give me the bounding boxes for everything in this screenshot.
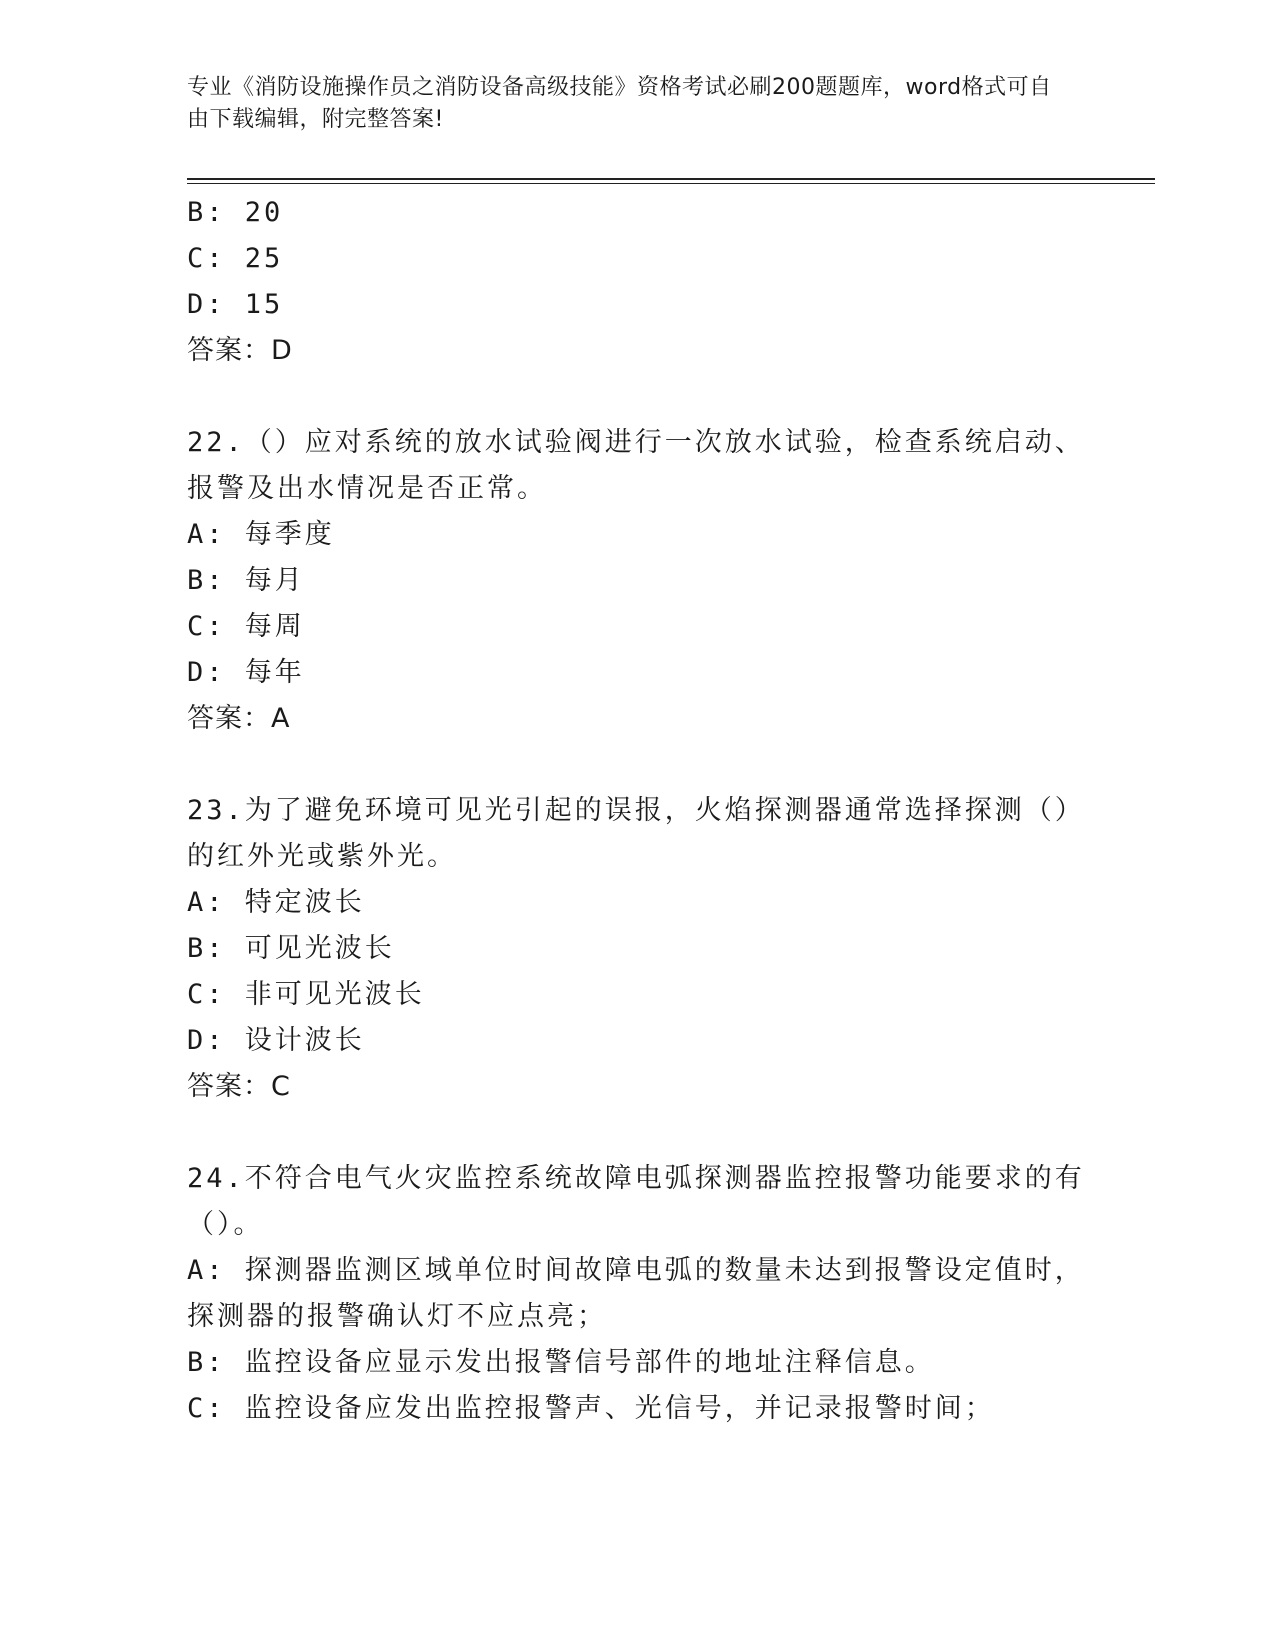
answer-line: 答案：D <box>187 335 293 366</box>
option-letter: B: <box>187 565 226 596</box>
option-text: 监控设备应显示发出报警信号部件的地址注释信息。 <box>244 1347 935 1378</box>
option-letter: A: <box>187 519 226 550</box>
option-c <box>187 972 1087 1018</box>
option-text: 15 <box>244 289 284 320</box>
spacer <box>187 1110 1087 1156</box>
option-letter: D: <box>187 657 226 688</box>
option-letter: C: <box>187 611 226 642</box>
option-d <box>187 650 1087 696</box>
option-letter: B: <box>187 933 226 964</box>
question-stem-22: 22.（）应对系统的放水试验阀进行一次放水试验，检查系统启动、报警及出水情况是否正常。 <box>187 427 1085 504</box>
option-a <box>187 1248 1087 1340</box>
spacer <box>187 374 1087 420</box>
header-rule-thin <box>187 183 1155 184</box>
option-letter: C: <box>187 979 226 1010</box>
question-stem-24: 24.不符合电气火灾监控系统故障电弧探测器监控报警功能要求的有（）。 <box>187 1163 1085 1240</box>
option-text: 每周 <box>244 611 305 642</box>
question-content <box>187 190 1087 1432</box>
option-text: 监控设备应发出监控报警声、光信号，并记录报警时间； <box>244 1393 995 1424</box>
page-header: 专业《消防设施操作员之消防设备高级技能》资格考试必刷200题题库，word格式可自由下载编辑，附完整答案! <box>187 75 1052 132</box>
option-letter: B: <box>187 1347 226 1378</box>
option-letter: A: <box>187 1255 226 1286</box>
option-c <box>187 236 1087 282</box>
header-rule-thick <box>187 178 1155 180</box>
option-text: 每季度 <box>244 519 335 550</box>
option-text: 可见光波长 <box>244 933 395 964</box>
option-a <box>187 512 1087 558</box>
option-text: 25 <box>244 243 284 274</box>
option-text: 特定波长 <box>244 887 365 918</box>
option-letter: C: <box>187 1393 226 1424</box>
option-letter: A: <box>187 887 226 918</box>
option-b <box>187 1340 1087 1386</box>
option-text: 20 <box>244 197 284 228</box>
option-letter: C: <box>187 243 226 274</box>
option-text: 设计波长 <box>244 1025 365 1056</box>
option-letter: D: <box>187 289 226 320</box>
option-c <box>187 604 1087 650</box>
spacer <box>187 742 1087 788</box>
option-c <box>187 1386 1087 1432</box>
option-text: 每月 <box>244 565 305 596</box>
answer-line: 答案：C <box>187 1071 291 1102</box>
option-d <box>187 282 1087 328</box>
option-b <box>187 190 1087 236</box>
question-stem-23: 23.为了避免环境可见光引起的误报，火焰探测器通常选择探测（）的红外光或紫外光。 <box>187 795 1085 872</box>
option-text: 每年 <box>244 657 305 688</box>
option-text: 非可见光波长 <box>244 979 425 1010</box>
answer-line: 答案：A <box>187 703 291 734</box>
option-text: 探测器监测区域单位时间故障电弧的数量未达到报警设定值时，探测器的报警确认灯不应点亮； <box>187 1255 1085 1332</box>
option-letter: B: <box>187 197 226 228</box>
option-b <box>187 558 1087 604</box>
option-d <box>187 1018 1087 1064</box>
option-letter: D: <box>187 1025 226 1056</box>
option-a <box>187 880 1087 926</box>
option-b <box>187 926 1087 972</box>
